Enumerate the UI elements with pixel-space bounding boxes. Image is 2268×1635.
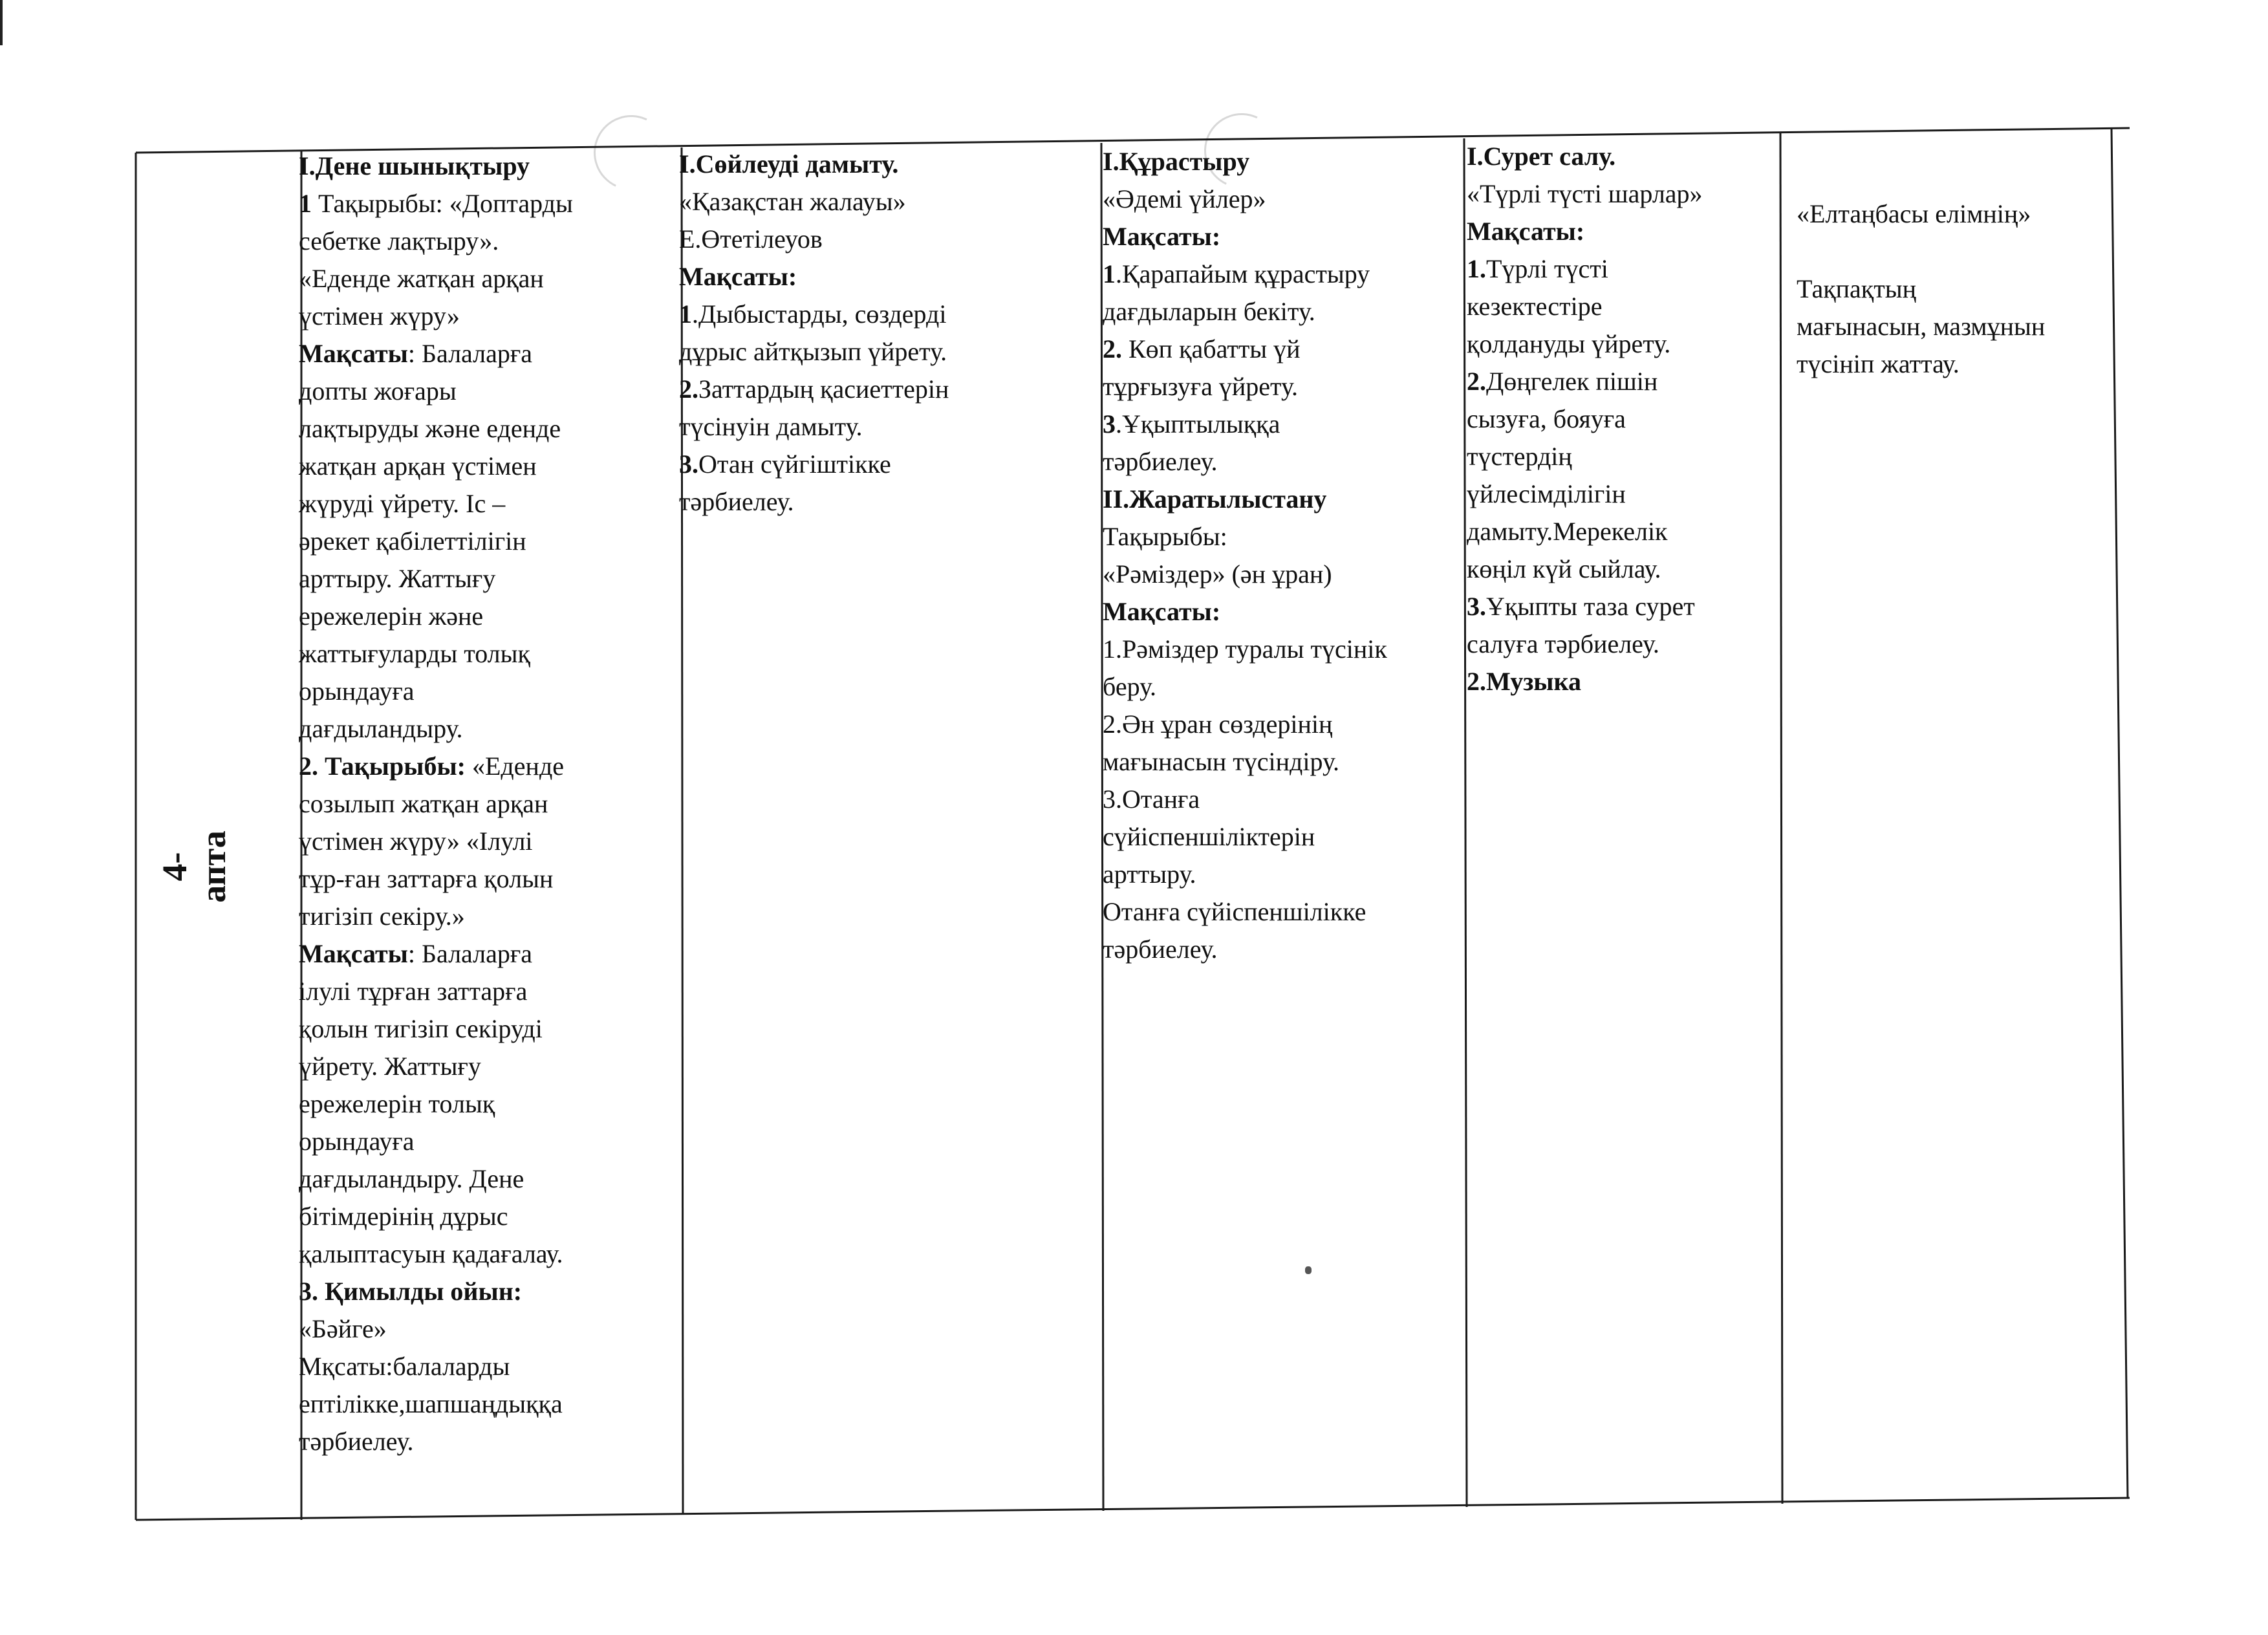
text-line: 1.Қарапайым құрастыру (1103, 259, 1370, 288)
goal-heading: Мақсаты: (1103, 597, 1221, 626)
text-line: Отанға сүйіспеншілікке (1103, 897, 1366, 926)
text-line: созылып жатқан арқан (299, 789, 548, 818)
column-construction (1103, 143, 1465, 968)
text-line: ережелерін толық (299, 1089, 495, 1118)
text-line: жүруді үйрету. Іс – (299, 489, 506, 518)
text-line: салуға тәрбиелеу. (1467, 629, 1659, 658)
text-line: «Қазақстан жалауы» (679, 187, 906, 216)
spacer (1797, 233, 2120, 270)
text-line: түсінуін дамыту. (679, 412, 863, 441)
text-line: сүйіспеншіліктерін (1103, 822, 1315, 851)
text-line: дағдыларын бекіту. (1103, 297, 1315, 326)
column-divider (1780, 133, 1782, 1504)
text-line: 1.Түрлі түсті (1467, 254, 1608, 283)
text-line: түсініп жаттау. (1797, 349, 1960, 378)
text-line: үйлесімділігін (1467, 479, 1626, 508)
text-line: «Еденде жатқан арқан (299, 264, 544, 293)
text-line: ептілікке,шапшаңдыққа (299, 1389, 563, 1418)
text-line: үйрету. Жаттығу (299, 1052, 481, 1081)
text-line: ілулі тұрған заттарға (299, 977, 528, 1006)
text-line: Е.Өтетілеуов (679, 224, 823, 254)
text-line: «Рәміздер» (ән ұран) (1103, 559, 1332, 589)
text-line: Мақсаты: Балаларға (299, 939, 533, 968)
text-line: 1 Тақырыбы: «Доптарды (299, 189, 573, 218)
text-line: 2.Ән ұран сөздерінің (1103, 709, 1333, 739)
text-line: қолын тигізіп секіруді (299, 1014, 543, 1043)
text-line: 2.Заттардың қасиеттерін (679, 374, 949, 404)
text-line: тигізіп секіру.» (299, 902, 465, 931)
text-line: сызуға, бояуға (1467, 404, 1626, 433)
goal-heading: Мақсаты: (1103, 222, 1221, 251)
text-line: беру. (1103, 672, 1157, 701)
text-line: 3.Отан сүйгіштікке (679, 449, 891, 479)
text-line: тұр-ған заттарға қолын (299, 864, 554, 893)
text-line: Мқсаты:балаларды (299, 1352, 510, 1381)
text-line: 3.Отанға (1103, 785, 1200, 814)
text-line: ережелерін және (299, 601, 484, 631)
text-line: түстердің (1467, 442, 1572, 471)
text-line: дамыту.Мерекелік (1467, 517, 1668, 546)
section-heading: І.Сурет салу. (1467, 142, 1616, 171)
text-line: дағдыландыру. (299, 714, 463, 743)
text-line: орындауға (299, 677, 415, 706)
text-line: 3.Ұқыпты таза сурет (1467, 592, 1695, 621)
text-line: мағынасын түсіндіру. (1103, 747, 1339, 776)
text-line: бітімдерінің дұрыс (299, 1202, 508, 1231)
text-line: тұрғызуға үйрету. (1103, 372, 1298, 401)
text-line: Мақсаты: Балаларға (299, 339, 533, 368)
column-speech-development (679, 146, 1093, 521)
text-line: дұрыс айтқызып үйрету. (679, 337, 947, 366)
text-line: 2.Дөңгелек пішін (1467, 367, 1658, 396)
goal-heading: Мақсаты: (1467, 217, 1585, 246)
text-line: 2. Тақырыбы: «Еденде (299, 752, 565, 781)
text-line: лақтыруды және еденде (299, 414, 561, 443)
text-line: арттыру. Жаттығу (299, 564, 496, 593)
text-line: қалыптасуын қадағалау. (299, 1239, 563, 1268)
text-line: арттыру. (1103, 860, 1196, 889)
text-line: «Бәйге» (299, 1314, 387, 1343)
text-line: Тақпақтың (1797, 274, 1916, 303)
text-line: 2. Көп қабатты үй (1103, 334, 1301, 363)
text-line: орындауға (299, 1127, 415, 1156)
text-line: үстімен жүру» «Ілулі (299, 827, 533, 856)
text-line: Тақырыбы: (1103, 522, 1227, 551)
text-line: дағдыландыру. Дене (299, 1164, 524, 1193)
text-line: әрекет қабілеттілігін (299, 526, 526, 556)
text-line: жаттығуларды толық (299, 639, 530, 668)
section-heading: 2.Музыка (1467, 667, 1581, 696)
column-physical-education (299, 147, 661, 1460)
text-line: «Әдемі үйлер» (1103, 184, 1266, 213)
text-line: себетке лақтыру». (299, 226, 499, 255)
section-heading: І.Сөйлеуді дамыту. (679, 149, 899, 179)
text-line: тәрбиелеу. (1103, 935, 1218, 964)
table-bottom-border (136, 1498, 2130, 1520)
text-line: 1.Рәміздер туралы түсінік (1103, 634, 1387, 664)
text-line: «Елтаңбасы елімнің» (1797, 199, 2031, 228)
column-drawing (1467, 138, 1777, 700)
text-line: 3. Қимылды ойын: (299, 1277, 523, 1306)
text-line: үстімен жүру» (299, 301, 460, 330)
text-line: көңіл күй сыйлау. (1467, 554, 1661, 583)
text-line: тәрбиелеу. (1103, 447, 1218, 476)
text-line: тәрбиелеу. (299, 1427, 414, 1456)
text-line: тәрбиелеу. (679, 487, 794, 516)
text-line: «Түрлі түсті шарлар» (1467, 179, 1703, 208)
section-heading: І.Дене шынықтыру (299, 151, 530, 180)
text-line: қолдануды үйрету. (1467, 329, 1671, 358)
text-line: жатқан арқан үстімен (299, 451, 537, 481)
section-heading: І.Құрастыру (1103, 147, 1250, 176)
goal-heading: Мақсаты: (679, 262, 797, 291)
week-label: 4-апта (155, 830, 233, 903)
column-poem (1797, 195, 2120, 383)
text-line: 1.Дыбыстарды, сөздерді (679, 299, 947, 329)
text-line: 3.Ұқыптылыққа (1103, 409, 1280, 439)
text-line: мағынасын, мазмұнын (1797, 312, 2046, 341)
text-line: кезектестіре (1467, 292, 1603, 321)
text-line: допты жоғары (299, 376, 457, 406)
section-heading: ІІ.Жаратылыстану (1103, 484, 1327, 514)
